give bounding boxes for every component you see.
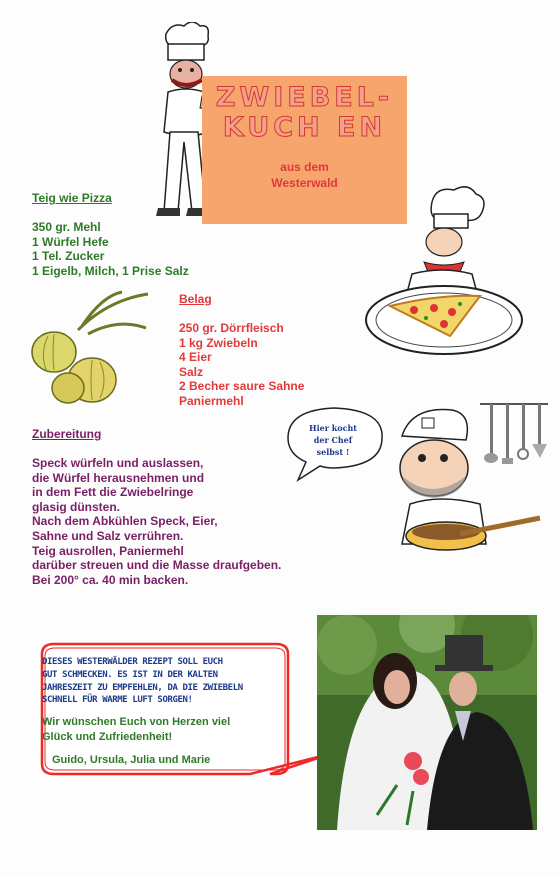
preparation-line: Sahne und Salz verrühren. [32,528,184,543]
topping-item: 250 gr. Dörrfleisch [179,321,284,335]
preparation-line: Teig ausrollen, Paniermehl [32,543,184,558]
preparation-line: Nach dem Abkühlen Speck, Eier, [32,514,218,529]
title-line-1: ZWIEBEL- [215,82,394,113]
preparation-line: in dem Fett die Zwiebelringe [32,485,194,500]
dough-ingredients [32,220,189,278]
chef-bubble-line: der Chef [313,435,353,445]
wedding-photo [317,615,537,830]
chef-bubble-line: selbst ! [316,447,350,457]
dough-item: 350 gr. Mehl [32,220,101,234]
message-signature: Guido, Ursula, Julia und Marie [52,754,211,767]
subtitle-line-1: aus dem [280,160,329,174]
subtitle-line-2: Westerwald [271,176,338,190]
message-caps-line: GUT SCHMECKEN. ES IST IN DER KALTEN [42,669,218,680]
preparation-line: glasig dünsten. [32,499,121,514]
message-wish-line-1: Wir wünschen Euch von Herzen viel [42,716,231,729]
onions-illustration [18,290,158,408]
dough-item: 1 Tel. Zucker [32,249,105,264]
dough-item: 1 Eigelb, Milch, 1 Prise Salz [32,263,189,278]
chef-bubble-line: Hier kocht [309,423,357,433]
message-caps-line: DIESES WESTERWÄLDER REZEPT SOLL EUCH [42,657,223,667]
preparation-line: die Würfel herausnehmen und [32,470,205,485]
topping-item: Paniermehl [179,393,244,408]
chef-bubble-text [298,422,368,458]
title-line-2: KUCH EN [222,112,387,143]
message-wish-line-2: Glück und Zufriedenheit! [42,731,173,744]
message-caps-line: SCHNELL FÜR WARME LUFT SORGEN! [42,695,193,706]
topping-ingredients [179,321,304,409]
preparation-line: darüber streuen und die Masse draufgeben. [32,558,282,573]
dough-item: 1 Würfel Hefe [32,234,109,249]
topping-item: 4 Eier [179,350,212,365]
preparation-heading: Zubereitung [32,427,102,441]
topping-item: 1 kg Zwiebeln [179,335,258,350]
message-caps-line: JAHRESZEIT ZU EMPFEHLEN, DA DIE ZWIEBELN [42,682,243,693]
topping-item: Salz [179,364,204,379]
chef-with-pizza-illustration [362,184,532,360]
message-text [42,656,260,768]
dough-heading: Teig wie Pizza [32,191,112,205]
preparation-line: Bei 200° ca. 40 min backen. [32,572,189,587]
cooking-chef-illustration [380,396,550,564]
preparation-line: Speck würfeln und auslassen, [32,456,204,470]
topping-item: 2 Becher saure Sahne [179,379,305,394]
topping-heading: Belag [179,292,212,306]
preparation-steps [32,456,281,587]
